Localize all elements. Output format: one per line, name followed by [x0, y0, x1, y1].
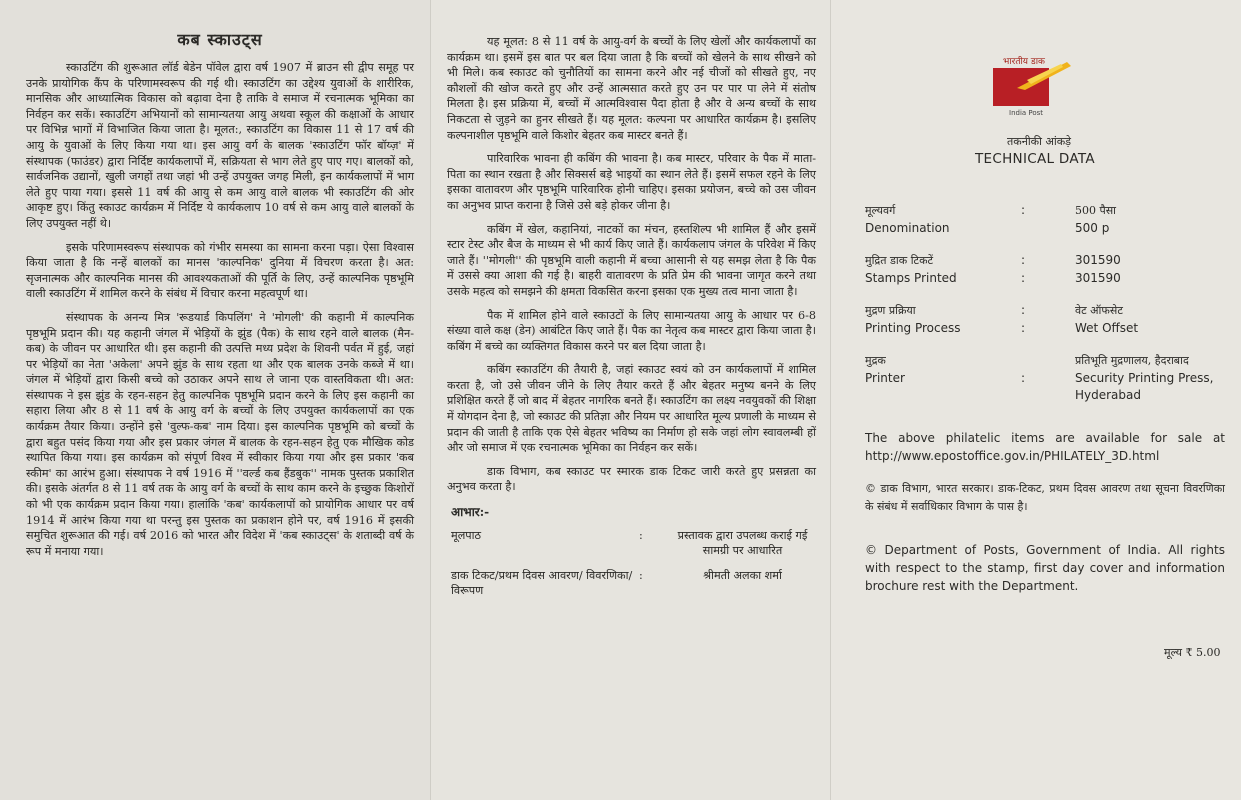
middle-column [430, 0, 830, 800]
spec-value-hindi: वेट ऑफसेट [1075, 304, 1123, 317]
technical-data-hindi: तकनीकी आंकड़े [1007, 135, 1072, 148]
credit-separator: : [639, 569, 643, 583]
middle-paragraph-6: डाक विभाग, कब स्काउट पर स्मारक डाक टिकट जारी करते हुए प्रसन्नता का अनुभव करता है। [447, 464, 816, 494]
spec-value: Wet Offset [1075, 321, 1139, 335]
spec-separator: : [1021, 253, 1026, 267]
availability-note: The above philatelic items are available for sale at http://www.epostoffice.gov.in/PHILATELY_3D.html [865, 431, 1225, 463]
spec-value: 301590 [1075, 271, 1121, 285]
left-paragraph-2: इसके परिणामस्वरूप संस्थापक को गंभीर समस्या का सामना करना पड़ा। ऐसा विश्वास किया जाता है कि नन्हें बालकों का मानस 'काल्पनिक' दुनिया में विचरण करता है। अत: सृजनात्मक और काल्पनिक मानस की आवश्यकताओं की पूर्ति के लिए, उन्हें काल्पनिक पृष्ठभूमि वाली स्काउटिंग में शामिल करने के संबंध में विचार करना महत्वपूर्ण था। [26, 240, 414, 301]
spec-label-hindi: मूल्यवर्ग [865, 204, 896, 217]
technical-data-heading: TECHNICAL DATA [975, 151, 1095, 167]
spec-label: Denomination [865, 221, 950, 235]
middle-paragraph-5: कबिंग स्काउटिंग की तैयारी है, जहां स्काउट स्वयं को उन कार्यकलापों में शामिल करता है, जो उसे जीवन जीने के लिए तैयार करते हैं और बेहतर मनुष्य बनने के लिए प्रशिक्षित करते हैं जो बाद में बेहतर नागरिक बनते हैं। स्काउटिंग का लक्ष्य नवयुवकों की शिक्षा में योगदान देना है, जो स्काउट की प्रतिज्ञा और नियम पर आधारित मूल्य प्रणाली के माध्यम से प्रदान की जाती है ताकि एक ऐसे बेहतर भविष्य का निर्माण हो सके जहां लोग स्वावलम्बी हों और जो समाज में एक रचनात्मक भूमिका का निर्वहन कर सकें। [447, 363, 816, 455]
spec-value: Security Printing Press, Hyderabad [1075, 371, 1214, 402]
spec-separator: : [1021, 203, 1026, 217]
spec-separator: : [1021, 321, 1026, 335]
spec-label-hindi: मुद्रण प्रक्रिया [865, 304, 916, 317]
spec-value-hindi: 500 पैसा [1075, 204, 1117, 217]
credit-value: प्रस्तावक द्वारा उपलब्ध कराई गई सामग्री पर आधारित [677, 529, 808, 558]
spec-separator: : [1021, 371, 1026, 385]
acknowledgement-heading: आभार:- [451, 505, 490, 520]
left-paragraph-1: स्काउटिंग की शुरूआत लॉर्ड बेडेन पॉवेल द्वारा वर्ष 1907 में ब्राउन सी द्वीप समूह पर उनके प्रायोगिक कैंप के परिणामस्वरूप की गई थी। स्काउटिंग का उद्देश्य युवाओं के शारीरिक, मानसिक और आध्यात्मिक विकास को बढ़ावा देना है ताकि वे समाज में रचनात्मक भूमिका का निर्वहन कर सकें। स्काउटिंग अभियानों को सामान्यतया आयु अथवा स्कूल की कक्षाओं के आधार पर विभिन्न भागों में विभाजित किया जाता है। मूलत:, स्काउटिंग का विकास 11 से 17 वर्ष की आयु के युवाओं के लिए किया गया था। इस आयु वर्ग के बालक 'स्काउटिंग फॉर बॉय्ज़' में संस्थापक (फाउंडर) द्वारा निर्दिष्ट कार्यकलापों में, सक्रियता से भाग लेते हुए पाए गए। बालकों को, सार्वजनिक उद्यानों, खुली जगहों तथा जहां भी उन्हें उपयुक्त जगह मिली, इन कार्यकलापों में भाग लेते हुए पाया गया। इससे 11 वर्ष की आयु से कम आयु वाले बालक भी स्काउटिंग की ओर आकृष्ट हुए। किंतु स्काउट कार्यक्रम में निर्दिष्ट ये कार्यकलाप 10 वर्ष से कम आयु वाले बालकों के लिए उपयुक्त नहीं थे। [26, 61, 414, 230]
logo-hindi-text: भारतीय डाक [1003, 57, 1045, 67]
spec-separator: : [1021, 271, 1026, 285]
left-paragraph-3: संस्थापक के अनन्य मित्र 'रूडयार्ड किपलिंग' ने 'मोगली' की कहानी में काल्पनिक पृष्ठभूमि प्रदान की। यह कहानी जंगल में भेड़ियों के झुंड (पैक) के साथ रहने वाले बालक (मैन-कब) के जीवन पर आधारित थी। इस कहानी की उत्पत्ति मध्य प्रदेश के शिवनी पर्वत में हुई, जहां पर भेड़ियों का नेता 'अकेला' अपने झुंड के साथ रहता था और एक बालक उनके कब्जे में था। जंगल में भेड़ियों द्वारा किसी बच्चे को उठाकर अपने साथ ले जाना एक वास्तविकता थी। अत: संस्थापक ने इस झुंड के रहन-सहन हेतु काल्पनिक पृष्ठभूमि प्रदान करने के लिए इस कहानी का सहारा लिया और 8 से 11 वर्ष के आयु वर्ग के बच्चों के लिए उपयुक्त कार्यकलापों का एक कार्यक्रम तैयार किया। उन्होंने इसे 'वुल्फ-कब' नाम दिया। इस काल्पनिक पृष्ठभूमि को बच्चों के द्वारा बहुत पसंद किया गया और इस प्रकार जंगल में बालक के रहन-सहन हेतु एक मौखिक कोड स्थापित किया गया। इस कार्यक्रम को संपूर्ण विश्व में स्वीकार किया गया और इस प्रकार 'कब स्कीम' का आरंभ हुआ। संस्थापक ने वर्ष 1916 में ''वर्ल्ड कब हैंडबुक'' नामक पुस्तक प्रकाशित की। इसके अंतर्गत 8 से 11 वर्ष तक के आयु वर्ग के बच्चों के साथ काम करने के इच्छुक किशोरों को भी एक कार्यक्रम प्रदान किया गया। हालांकि 'कब' कार्यकलापों को प्रायोगिक आधार पर वर्ष 1914 में आरंभ किया गया था परन्तु इस पुस्तक का प्रकाशन होने पर, वर्ष 1916 में इसकी समुचित शुरूआत की गई। वर्ष 2016 को भारत और विदेश में 'कब स्काउट्स' के शताब्दी वर्ष के रूप में मनाया गया। [26, 310, 414, 558]
spec-label: Printer [865, 371, 905, 385]
credit-label: मूलपाठ [451, 529, 482, 543]
credit-label: डाक टिकट/प्रथम दिवस आवरण/ विवरणिका/विरूपण [451, 569, 633, 598]
logo-wing-icon [1015, 58, 1073, 92]
left-column [0, 0, 430, 800]
spec-label: Printing Process [865, 321, 961, 335]
spec-label-hindi: मुद्रक [865, 354, 886, 367]
copyright-english: © Department of Posts, Government of India. All rights with respect to the stamp, first day cover and information brochure rest with the Department. [865, 543, 1225, 593]
middle-paragraph-4: पैक में शामिल होने वाले स्काउटों के लिए सामान्यतया आयु के आधार पर 6-8 संख्या वाले कक्ष (डेन) आबंटित किए जाते हैं। पैक का नेतृत्व कब मास्टर द्वारा किया जाता है। कबिंग में बच्चे का व्यक्तिगत विकास करने पर बल दिया जाता है। [447, 308, 816, 353]
india-post-logo [981, 52, 1077, 122]
middle-paragraph-3: कबिंग में खेल, कहानियां, नाटकों का मंचन, हस्तशिल्प भी शामिल हैं और इसमें स्टार टेस्ट और बैज के माध्यम से भी कार्य किए जाते हैं। कार्यकलाप जंगल के परिवेश में किए जाते हैं। ''मोगली'' की पृष्ठभूमि वाली कहानी में बच्चा आसानी से यह समझ लेता है कि पैक में उससे क्या आशा की गई है। बाहरी वातावरण के प्रति प्रेम की भावना जागृत करने तथा उसके महत्व को समझने की क्षमता विकसित करना इसका एक मुख्य तत्व माना जाता है। [447, 222, 816, 298]
credit-row-design [451, 568, 816, 598]
spec-value: 500 p [1075, 221, 1110, 235]
right-column [830, 0, 1241, 800]
price-label: मूल्य ₹ 5.00 [1164, 646, 1221, 659]
spec-label-hindi: मुद्रित डाक टिकटें [865, 254, 934, 267]
logo-english-text: India Post [1009, 109, 1044, 117]
credit-separator: : [639, 529, 643, 543]
page-title: कब स्काउट्स [177, 30, 263, 49]
copyright-hindi: © डाक विभाग, भारत सरकार। डाक-टिकट, प्रथम दिवस आवरण तथा सूचना विवरणिका के संबंध में सर्वाधिकार विभाग के पास है। [865, 482, 1225, 513]
middle-paragraph-1: यह मूलत: 8 से 11 वर्ष के आयु-वर्ग के बच्चों के लिए खेलों और कार्यकलापों का कार्यक्रम था। इसमें इस बात पर बल दिया जाता है कि बच्चों को खेलने के साथ सीखने को भी मिले। कब स्काउट को चुनौतियों का सामना करने और नई चीजों को सीखते हुए, नए कौशलों की खोज करते हुए और उन्हें आत्मसात करते हुए उन पर पार पा लेने में संतोष मिलता है। इस प्रक्रिया में, बच्चों में आत्मविश्वास पैदा होता है और वे अन्य बच्चों के साथ निकटता से जुड़ने का हुनर सीखते हैं। यह मूलत: कल्पना पर आधारित कार्यक्रम है। इसलिए कल्पनाशील पृष्ठभूमि वाले किशोर बेहतर कब मास्टर बनते हैं। [447, 35, 816, 142]
spec-label: Stamps Printed [865, 271, 957, 285]
spec-separator: : [1021, 303, 1026, 317]
middle-paragraph-2: पारिवारिक भावना ही कबिंग की भावना है। कब मास्टर, परिवार के पैक में माता-पिता का स्थान रखता है और सिक्सर्स बड़े भाइयों का स्थान लेते हैं। इसमें सफल रहने के लिए इसका वातावरण और पृष्ठभूमि पारिवारिक होनी चाहिए। इसका प्रयोजन, बच्चे को उस जीवन का अनुभव प्राप्त कराना है जिसे उसे बड़े होकर जीना है। [447, 152, 816, 212]
spec-value-hindi: 301590 [1075, 253, 1121, 267]
credit-row-text [451, 528, 816, 558]
spec-value-hindi: प्रतिभूति मुद्रणालय, हैदराबाद [1075, 354, 1189, 367]
credit-value: श्रीमती अलका शर्मा [703, 569, 782, 583]
